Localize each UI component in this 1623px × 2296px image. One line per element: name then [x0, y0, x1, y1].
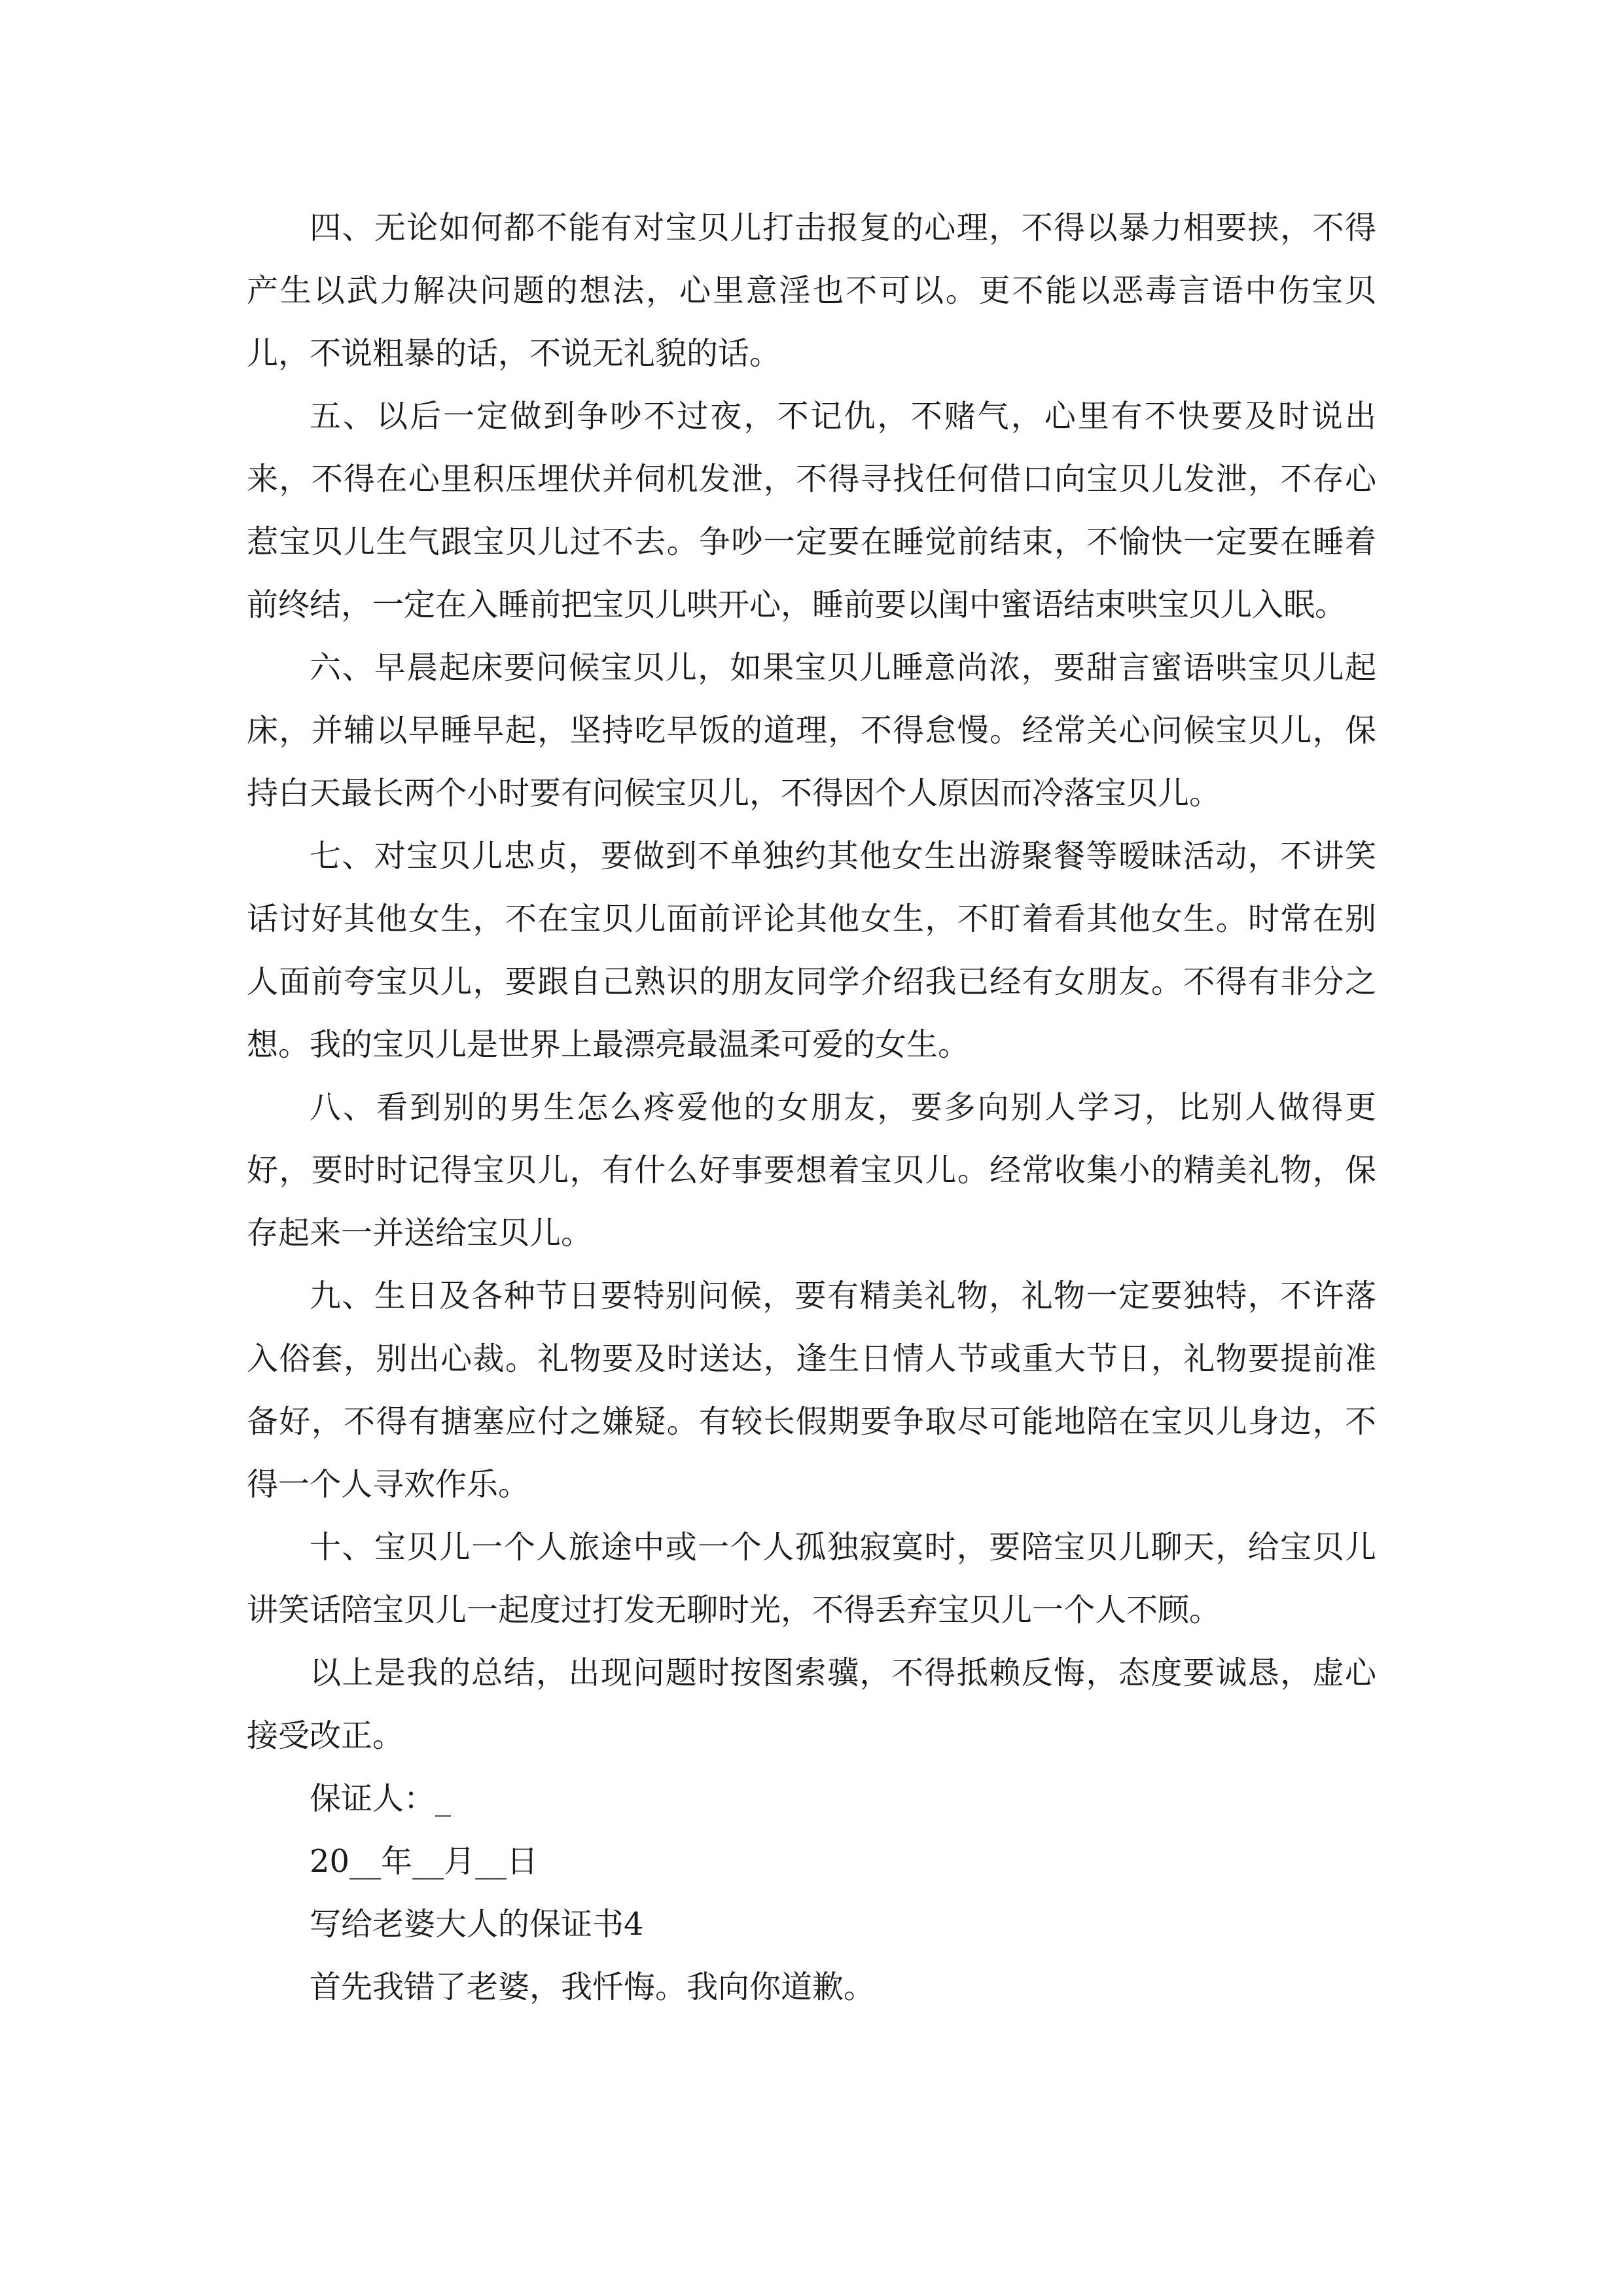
paragraph-ten: 十、宝贝儿一个人旅途中或一个人孤独寂寞时，要陪宝贝儿聊天，给宝贝儿讲笑话陪宝贝儿一起度过打发无聊时光，不得丢弃宝贝儿一个人不顾。 [247, 1529, 1376, 1628]
paragraph-six: 六、早晨起床要问候宝贝儿，如果宝贝儿睡意尚浓，要甜言蜜语哄宝贝儿起床，并辅以早睡早起，坚持吃早饭的道理，不得怠慢。经常关心问候宝贝儿，保持白天最长两个小时要有问候宝贝儿，不得因个人原因而冷落宝贝儿。 [247, 649, 1376, 812]
next-section-first-line: 首先我错了老婆，我忏悔。我向你道歉。 [310, 1969, 876, 2005]
document-body [247, 196, 1376, 2018]
paragraph-nine: 九、生日及各种节日要特别问候，要有精美礼物，礼物一定要独特，不许落入俗套，别出心裁。礼物要及时送达，逢生日情人节或重大节日，礼物要提前准备好，不得有搪塞应付之嫌疑。有较长假期要争取尽可能地陪在宝贝儿身边，不得一个人寻欢作乐。 [247, 1278, 1376, 1503]
next-section-title: 写给老婆大人的保证书4 [310, 1906, 644, 1943]
guarantor-line: 保证人：_ [310, 1780, 452, 1817]
paragraph-summary: 以上是我的总结，出现问题时按图索骥，不得抵赖反悔，态度要诚恳，虚心接受改正。 [247, 1655, 1376, 1754]
paragraph-seven: 七、对宝贝儿忠贞，要做到不单独约其他女生出游聚餐等暧昧活动，不讲笑话讨好其他女生，不在宝贝儿面前评论其他女生，不盯着看其他女生。时常在别人面前夸宝贝儿，要跟自己熟识的朋友同学介绍我已经有女朋友。不得有非分之想。我的宝贝儿是世界上最漂亮最温柔可爱的女生。 [247, 838, 1376, 1063]
date-line: 20__年__月__日 [310, 1843, 539, 1880]
paragraph-five: 五、以后一定做到争吵不过夜，不记仇，不赌气，心里有不快要及时说出来，不得在心里积压埋伏并伺机发泄，不得寻找任何借口向宝贝儿发泄，不存心惹宝贝儿生气跟宝贝儿过不去。争吵一定要在睡觉前结束，不愉快一定要在睡着前终结，一定在入睡前把宝贝儿哄开心，睡前要以闺中蜜语结束哄宝贝儿入眠。 [247, 398, 1376, 623]
paragraph-eight: 八、看到别的男生怎么疼爱他的女朋友，要多向别人学习，比别人做得更好，要时时记得宝贝儿，有什么好事要想着宝贝儿。经常收集小的精美礼物，保存起来一并送给宝贝儿。 [247, 1089, 1376, 1251]
paragraph-four: 四、无论如何都不能有对宝贝儿打击报复的心理，不得以暴力相要挟，不得产生以武力解决问题的想法，心里意淫也不可以。更不能以恶毒言语中伤宝贝儿，不说粗暴的话，不说无礼貌的话。 [247, 209, 1376, 372]
